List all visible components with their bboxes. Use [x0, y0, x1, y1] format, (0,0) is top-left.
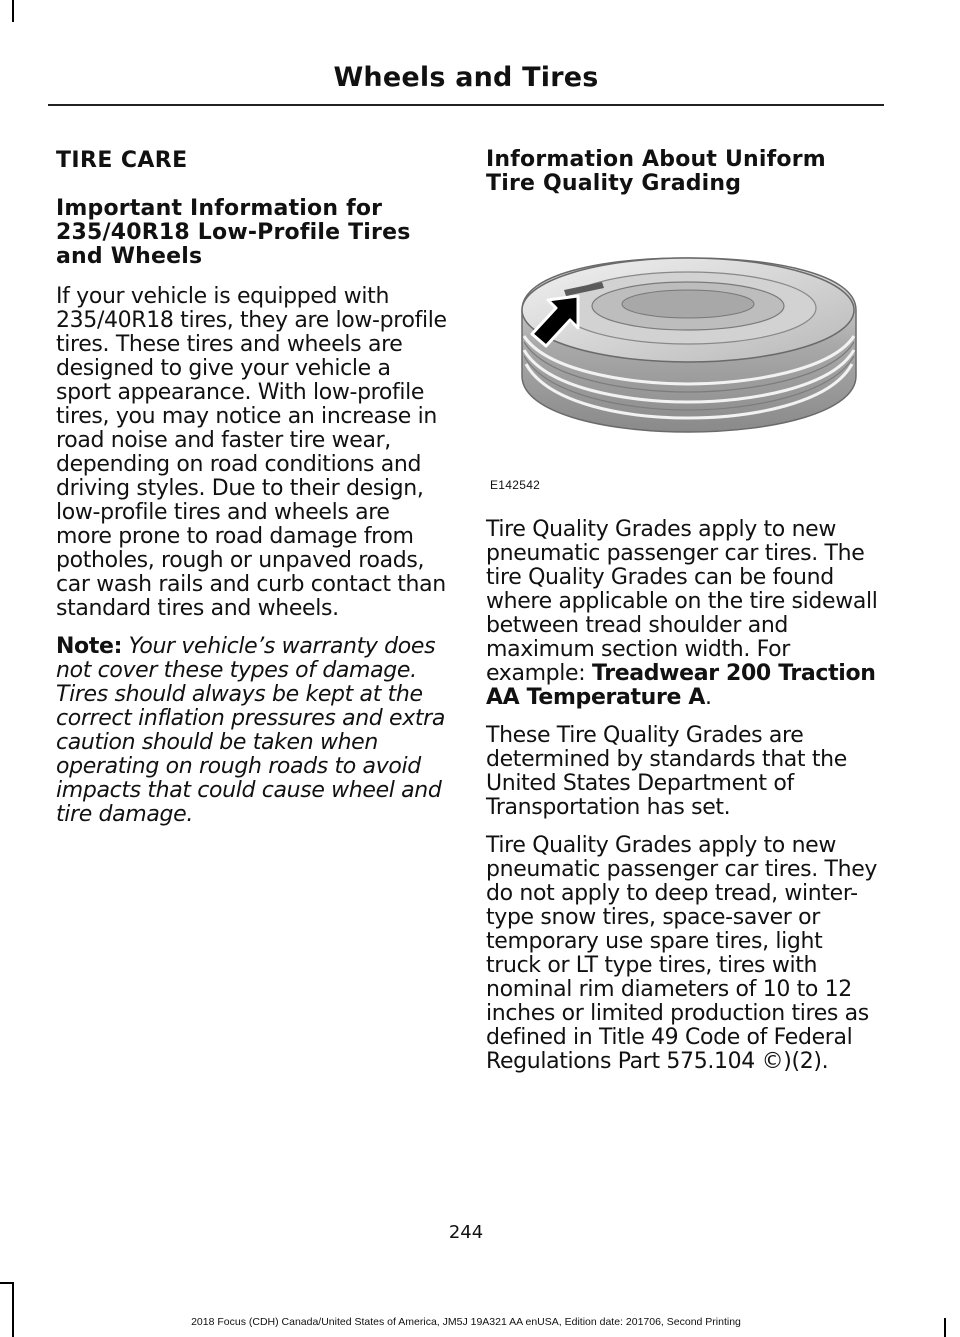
grades-example: Treadwear 200 Traction AA Temperature A: [486, 661, 876, 710]
note-text: Your vehicle’s warranty does not cover these types of damage. Tires should always be kept at the correct inflation pressures and extra caution should be taken when operating on rough roads to avoid impacts that could cause wheel and tire damage.: [56, 634, 446, 827]
page-header-title: Wheels and Tires: [333, 62, 599, 93]
section-title: TIRE CARE: [56, 148, 188, 173]
page-number: 244: [448, 1222, 484, 1243]
crop-mark-bottom-left-h: [0, 1282, 14, 1284]
note-label: Note:: [56, 634, 123, 659]
grades-intro-end: .: [705, 685, 712, 710]
paragraph-exclusions: Tire Quality Grades apply to new pneumatic passenger car tires. They do not apply to deep tread, winter-type snow tires, space-saver or temporary use spare tires, light truck or LT type tires, tires with nominal rim diameters of 10 to 12 inches or limited production tires as defined in Title 49 Code of Federal Regulations Part 575.104 ©)(2).: [486, 833, 878, 1074]
tire-figure: [486, 242, 882, 492]
grades-intro-text: Tire Quality Grades apply to new pneumatic passenger car tires. The tire Quality Grades can be found where applicable on the tire sidewall between tread shoulder and maximum section width. For example:: [486, 517, 878, 686]
subheading: Important Information for 235/40R18 Low-Profile Tires and Wheels: [56, 196, 411, 269]
crop-mark-bottom-right: [944, 1318, 946, 1337]
figure-code: E142542: [490, 478, 541, 492]
body-paragraph: If your vehicle is equipped with 235/40R18 tires, they are low-profile tires. These tires and wheels are designed to give your vehicle a sport appearance. With low-profile tires, you may notice an increase in road noise and faster tire wear, depending on road conditions and driving styles. Due to their design, low-profile tires and wheels are more prone to road damage from potholes, rough or unpaved roads, car wash rails and curb contact than standard tires and wheels.: [56, 284, 447, 621]
footer-text: 2018 Focus (CDH) Canada/United States of America, JM5J 19A321 AA enUSA, Edition date: 201706, Second Printing: [191, 1316, 741, 1328]
left-column: [56, 148, 448, 841]
paragraph-grades-intro: [486, 518, 882, 710]
section-heading: Information About Uniform Tire Quality Grading: [486, 147, 826, 196]
note-paragraph: [56, 635, 448, 827]
right-column: [486, 148, 882, 1088]
header-divider: [48, 104, 884, 106]
crop-mark-bottom-left: [12, 1282, 14, 1337]
crop-mark-top-left: [12, 0, 14, 22]
paragraph-standards: These Tire Quality Grades are determined by standards that the United States Department of Transportation has set.: [486, 723, 847, 820]
arrow-icon: [486, 242, 882, 442]
